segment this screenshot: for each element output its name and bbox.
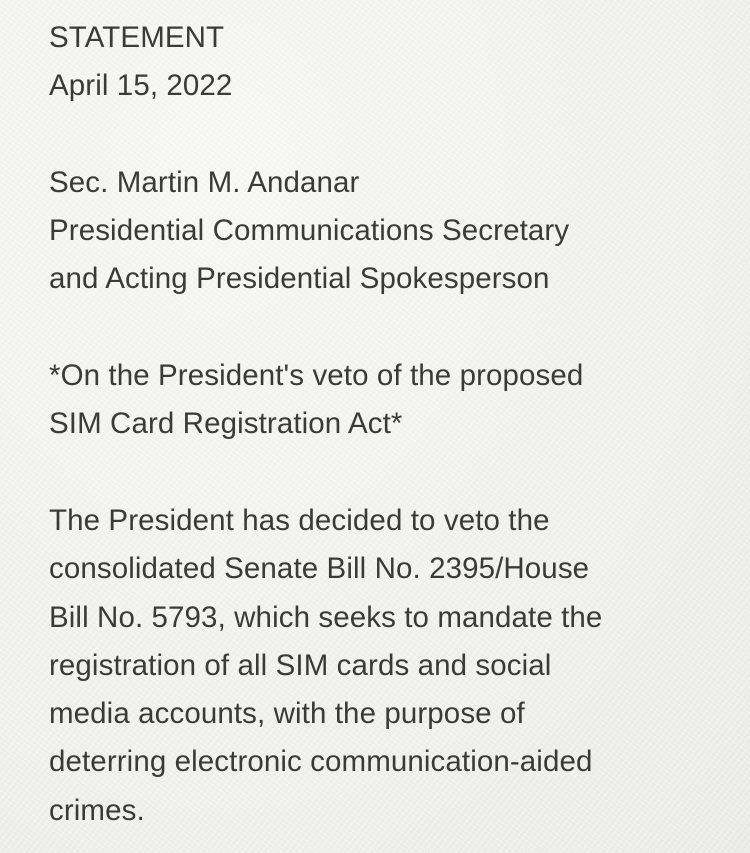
spacer xyxy=(49,304,729,352)
body-line: Bill No. 5793, which seeks to mandate the xyxy=(49,600,603,634)
body-line: crimes. xyxy=(49,793,145,827)
body-line: media accounts, with the purpose of xyxy=(49,697,525,731)
body-line: The President has decided to veto the xyxy=(49,503,550,537)
body-line: deterring electronic communication-aided xyxy=(49,745,593,779)
subject-line: *On the President's veto of the proposed xyxy=(49,359,584,393)
spacer xyxy=(49,449,729,497)
author-title-line: and Acting Presidential Spokesperson xyxy=(49,262,550,296)
statement-date: April 15, 2022 xyxy=(49,69,233,103)
spacer xyxy=(49,111,729,159)
statement-document xyxy=(49,14,729,835)
body-line: consolidated Senate Bill No. 2395/House xyxy=(49,552,590,586)
author-title-line: Presidential Communications Secretary xyxy=(49,214,570,248)
statement-label: STATEMENT xyxy=(49,21,225,54)
body-line: registration of all SIM cards and social xyxy=(49,648,552,682)
author-name: Sec. Martin M. Andanar xyxy=(49,165,360,199)
subject-line: SIM Card Registration Act* xyxy=(49,407,403,441)
